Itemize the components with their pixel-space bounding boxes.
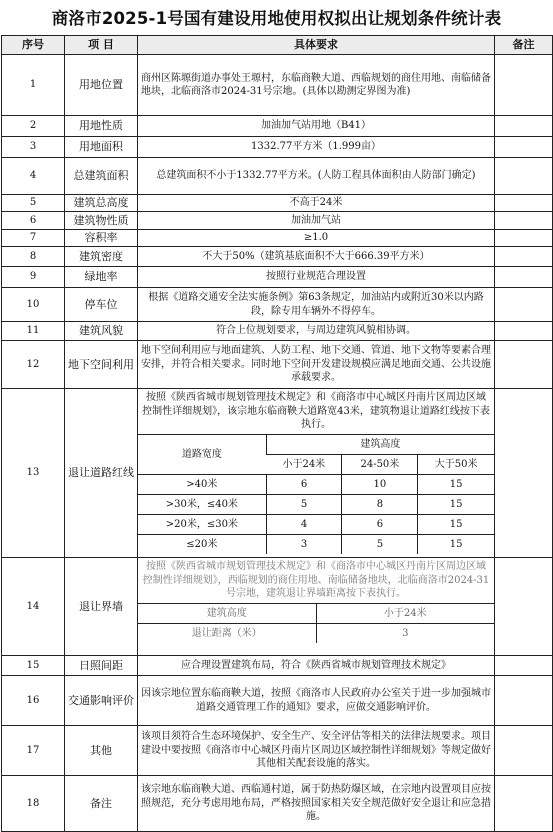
row-note (495, 288, 553, 322)
row-no: 5 (2, 195, 65, 212)
building-height-header: 建筑高度 (266, 434, 494, 454)
row-note (495, 389, 553, 558)
row-note (495, 195, 553, 212)
setback-value: 15 (418, 474, 494, 494)
setback-row (138, 494, 494, 514)
road-width: >20米，≤30米 (138, 514, 266, 534)
header-no: 序号 (2, 36, 65, 55)
setback-row (138, 474, 494, 494)
setback-row (138, 534, 494, 554)
table-row (2, 726, 553, 776)
table-row (2, 247, 553, 267)
setback-value: 10 (342, 474, 418, 494)
row-no: 16 (2, 676, 65, 726)
height-col: 小于24米 (266, 454, 342, 474)
row-no: 1 (2, 55, 65, 116)
height-col: 大于50米 (418, 454, 494, 474)
row-note (495, 726, 553, 776)
table-row (2, 389, 553, 558)
row-no: 17 (2, 726, 65, 776)
row-item: 用地位置 (65, 55, 138, 116)
row-item: 容积率 (65, 230, 138, 247)
row-note (495, 212, 553, 230)
row-note (495, 267, 553, 288)
row-no: 8 (2, 247, 65, 267)
row-no: 2 (2, 116, 65, 137)
row-note (495, 322, 553, 341)
row-item: 停车位 (65, 288, 138, 322)
row-no: 15 (2, 656, 65, 676)
row-item: 日照间距 (65, 656, 138, 676)
table-row (2, 341, 553, 389)
row-no: 13 (2, 389, 65, 558)
height-col: 24-50米 (342, 454, 418, 474)
table-row (2, 195, 553, 212)
header-row (2, 36, 553, 55)
row-note (495, 230, 553, 247)
road-width-header: 道路宽度 (138, 434, 266, 474)
row-item: 交通影响评价 (65, 676, 138, 726)
row-no: 11 (2, 322, 65, 341)
row-req: 符合上位规划要求，与周边建筑风貌相协调。 (138, 322, 495, 341)
road-width: >40米 (138, 474, 266, 494)
setback-wall-description: 按照《陕西省城市规划管理技术规定》和《商洛市中心城区丹南片区周边区域控制性详细规划》，西临规划的商住用地、南临储备地块，北临商洛市2024-31号宗地，建筑退让界墙距离按下表执行。 (142, 561, 490, 599)
table-row (2, 676, 553, 726)
row-item: 退让界墙 (65, 558, 138, 656)
table-row (2, 656, 553, 676)
setback-value: 5 (342, 534, 418, 554)
row-item: 用地面积 (65, 137, 138, 158)
setback-row (138, 514, 494, 534)
setback-road-table (138, 434, 494, 554)
row-no: 6 (2, 212, 65, 230)
row-req: 不大于50%（建筑基底面积不大于666.39平方米） (138, 247, 495, 267)
wall-distance-value: 3 (316, 623, 494, 643)
planning-conditions-table (1, 35, 553, 832)
row-item: 用地性质 (65, 116, 138, 137)
row-no: 9 (2, 267, 65, 288)
row-item: 其他 (65, 726, 138, 776)
header-req: 具体要求 (138, 36, 495, 55)
road-width: ≤20米 (138, 534, 266, 554)
row-req (138, 389, 495, 558)
row-item: 建筑风貌 (65, 322, 138, 341)
row-req: 因该宗地位置东临商鞅大道，按照《商洛市人民政府办公室关于进一步加强城市道路交通管理工作的通知》要求，应做交通影响评价。 (138, 676, 495, 726)
row-req: 1332.77平方米（1.999亩） (138, 137, 495, 158)
row-item: 建筑总高度 (65, 195, 138, 212)
row-no: 3 (2, 137, 65, 158)
row-req: 商州区陈塬街道办事处王塬村，东临商鞅大道、西临规划的商住用地、南临储备地块，北临商洛市2024-31号宗地。(具体以勘测定界图为准) (138, 55, 495, 116)
row-req: 该项目须符合生态环境保护、安全生产、安全评估等相关的法律法规要求。项目建设中要按照《商洛市中心城区丹南片区周边区域控制性详细规划》等规定做好其他相关配套设施的落实。 (138, 726, 495, 776)
setback-value: 15 (418, 494, 494, 514)
row-item: 绿地率 (65, 267, 138, 288)
row-req (138, 558, 495, 656)
row-no: 10 (2, 288, 65, 322)
row-req: 该宗地东临商鞅大道、西临通村道，属于防热防爆区域，在宗地内设置项目应按照规范，充分考虑用地布局，严格按照国家相关安全规范做好安全退让和应急措施。 (138, 776, 495, 832)
setback-value: 4 (266, 514, 342, 534)
row-note (495, 158, 553, 195)
row-item: 退让道路红线 (65, 389, 138, 558)
setback-value: 3 (266, 534, 342, 554)
wall-height-value: 小于24米 (316, 603, 494, 623)
table-row (2, 230, 553, 247)
wall-height-label: 建筑高度 (138, 603, 316, 623)
header-item: 项 目 (65, 36, 138, 55)
row-item: 备注 (65, 776, 138, 832)
row-note (495, 116, 553, 137)
row-item: 建筑密度 (65, 247, 138, 267)
table-row (2, 558, 553, 656)
wall-distance-label: 退让距离（米） (138, 623, 316, 643)
row-req: 地下空间利用应与地面建筑、人防工程、地下交通、管道、地下文物等要素合理安排，并符合相关要求。同时地下空间开发建设规模应满足地面交通、公共设施承载要求。 (138, 341, 495, 389)
table-row (2, 776, 553, 832)
table-row (2, 158, 553, 195)
row-req: 不高于24米 (138, 195, 495, 212)
setback-value: 8 (342, 494, 418, 514)
row-note (495, 776, 553, 832)
setback-road-description: 按照《陕西省城市规划管理技术规定》和《商洛市中心城区丹南片区周边区域控制性详细规划》，该宗地东临商鞅大道路宽43米，建筑物退让道路红线按下表执行。 (142, 392, 490, 430)
row-note (495, 676, 553, 726)
row-req: 加油加气站用地（B41） (138, 116, 495, 137)
row-no: 12 (2, 341, 65, 389)
row-note (495, 656, 553, 676)
table-row (2, 267, 553, 288)
setback-wall-table (138, 603, 494, 643)
row-note (495, 247, 553, 267)
row-note (495, 137, 553, 158)
row-req: 根据《道路交通安全法实施条例》第63条规定，加油站内或附近30米以内路段，除专用车辆外不得停车。 (138, 288, 495, 322)
road-width: >30米，≤40米 (138, 494, 266, 514)
setback-value: 15 (418, 534, 494, 554)
row-item: 地下空间利用 (65, 341, 138, 389)
setback-value: 6 (266, 474, 342, 494)
setback-value: 5 (266, 494, 342, 514)
row-note (495, 558, 553, 656)
table-row (2, 116, 553, 137)
setback-value: 15 (418, 514, 494, 534)
row-no: 4 (2, 158, 65, 195)
table-row (2, 55, 553, 116)
table-row (2, 288, 553, 322)
row-no: 14 (2, 558, 65, 656)
row-no: 18 (2, 776, 65, 832)
row-req: 应合理设置建筑布局，符合《陕西省城市规划管理技术规定》 (138, 656, 495, 676)
table-row (2, 322, 553, 341)
page-title: 商洛市2025-1号国有建设用地使用权拟出让规划条件统计表 (51, 9, 502, 28)
row-item: 总建筑面积 (65, 158, 138, 195)
row-req: ≥1.0 (138, 230, 495, 247)
row-item: 建筑物性质 (65, 212, 138, 230)
row-note (495, 55, 553, 116)
row-note (495, 341, 553, 389)
table-row (2, 137, 553, 158)
row-req: 加油加气站 (138, 212, 495, 230)
row-no: 7 (2, 230, 65, 247)
row-req: 按照行业规范合理设置 (138, 267, 495, 288)
table-row (2, 212, 553, 230)
setback-value: 6 (342, 514, 418, 534)
row-req: 总建筑面积不小于1332.77平方米。(人防工程具体面积由人防部门确定) (138, 158, 495, 195)
header-note: 备注 (495, 36, 553, 55)
